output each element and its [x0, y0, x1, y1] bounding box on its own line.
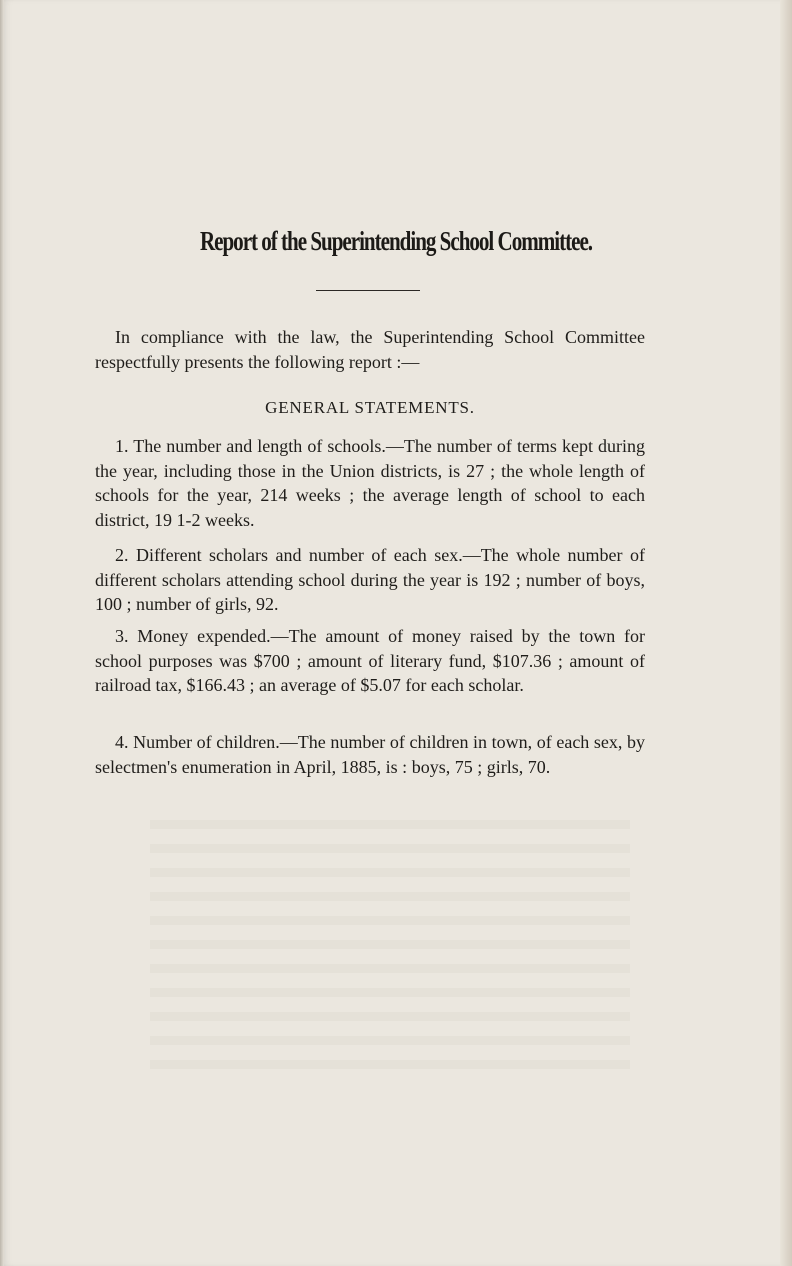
statement-item-1: 1. The number and length of schools.—The number of terms kept during the year, including those in the Union districts, is 27 ; the whole length of schools for the year, 214 weeks ; the average length of school to each district, 19 1-2 weeks. [95, 436, 645, 530]
statement-item-4: 4. Number of children.—The number of children in town, of each sex, by selectmen's enumeration in April, 1885, is : boys, 75 ; girls, 70. [95, 732, 645, 777]
statement-item-2: 2. Different scholars and number of each sex.—The whole number of different scholars attending school during the year is 192 ; number of boys, 100 ; number of girls, 92. [95, 545, 645, 614]
page-right-edge [780, 0, 792, 1266]
title-rule [316, 290, 420, 291]
report-title: Report of the Superintending School Committee. [199, 226, 593, 256]
section-heading: GENERAL STATEMENTS. [265, 398, 475, 417]
page-left-edge [0, 0, 4, 1266]
show-through-text [150, 820, 630, 1080]
intro-paragraph: In compliance with the law, the Superintending School Committee respectfully presents the following report :— [95, 327, 645, 372]
statement-item-3: 3. Money expended.—The amount of money raised by the town for school purposes was $700 ; amount of literary fund, $107.36 ; amount of railroad tax, $166.43 ; an average of $5.07 for each scholar. [95, 626, 645, 695]
